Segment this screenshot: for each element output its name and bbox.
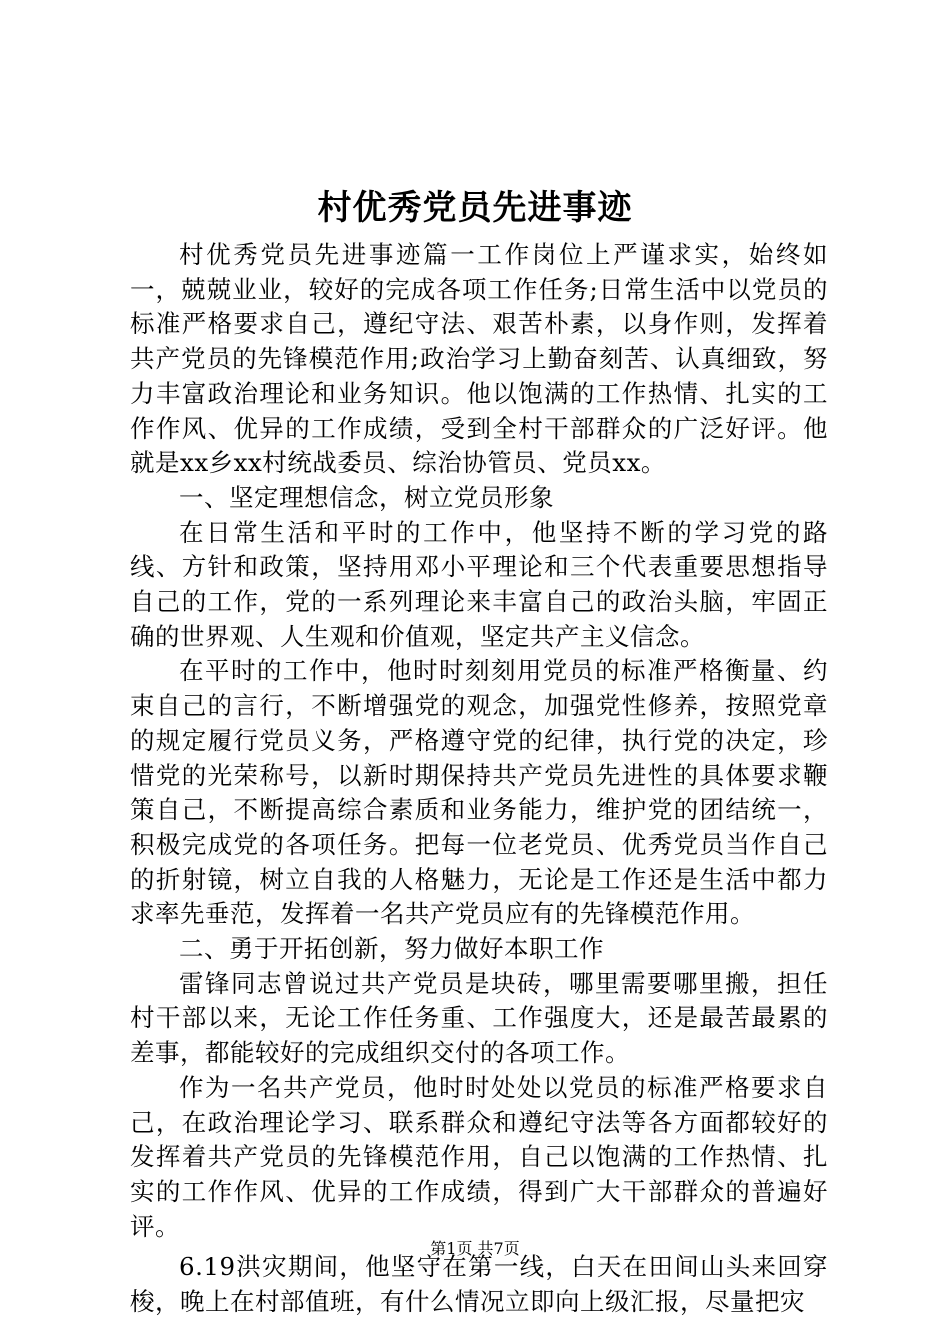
paragraph: 在日常生活和平时的工作中，他坚持不断的学习党的路线、方针和政策，坚持用邓小平理论和三个代表重要思想指导自己的工作，党的一系列理论来丰富自己的政治头脑，牢固正确的世界观、人生观和价值观，坚定共产主义信念。 [130,517,828,651]
section-heading-2: 二、勇于开拓创新，努力做好本职工作 [179,934,604,964]
document-title: 村优秀党员先进事迹 [317,188,633,228]
document-body [130,238,828,1320]
paragraph-intro: 村优秀党员先进事迹篇一工作岗位上严谨求实，始终如一，兢兢业业，较好的完成各项工作任务;日常生活中以党员的标准严格要求自己，遵纪守法、艰苦朴素，以身作则，发挥着共产党员的先锋模范作用;政治学习上勤奋刻苦、认真细致，努力丰富政治理论和业务知识。他以饱满的工作热情、扎实的工作作风、优异的工作成绩，受到全村干部群众的广泛好评。他就是xx乡xx村统战委员、综治协管员、党员xx。 [130,240,828,478]
section-heading-1: 一、坚定理想信念，树立党员形象 [179,482,554,512]
paragraph: 作为一名共产党员，他时时处处以党员的标准严格要求自己，在政治理论学习、联系群众和遵纪守法等各方面都较好的发挥着共产党员的先锋模范作用，自己以饱满的工作热情、扎实的工作作风、优异的工作成绩，得到广大干部群众的普遍好评。 [130,1072,828,1241]
paragraph: 6.19洪灾期间，他坚守在第一线，白天在田间山头来回穿梭，晚上在村部值班，有什么情况立即向上级汇报，尽量把灾 [130,1252,828,1317]
page-number: 第1页 共7页 [430,1239,520,1258]
paragraph: 雷锋同志曾说过共产党员是块砖，哪里需要哪里搬，担任村干部以来，无论工作任务重、工作强度大，还是最苦最累的差事，都能较好的完成组织交付的各项工作。 [130,968,828,1068]
paragraph: 在平时的工作中，他时时刻刻用党员的标准严格衡量、约束自己的言行，不断增强党的观念，加强党性修养，按照党章的规定履行党员义务，严格遵守党的纪律，执行党的决定，珍惜党的光荣称号，以新时期保持共产党员先进性的具体要求鞭策自己，不断提高综合素质和业务能力，维护党的团结统一，积极完成党的各项任务。把每一位老党员、优秀党员当作自己的折射镜，树立自我的人格魅力，无论是工作还是生活中都力求率先垂范，发挥着一名共产党员应有的先锋模范作用。 [130,656,828,929]
